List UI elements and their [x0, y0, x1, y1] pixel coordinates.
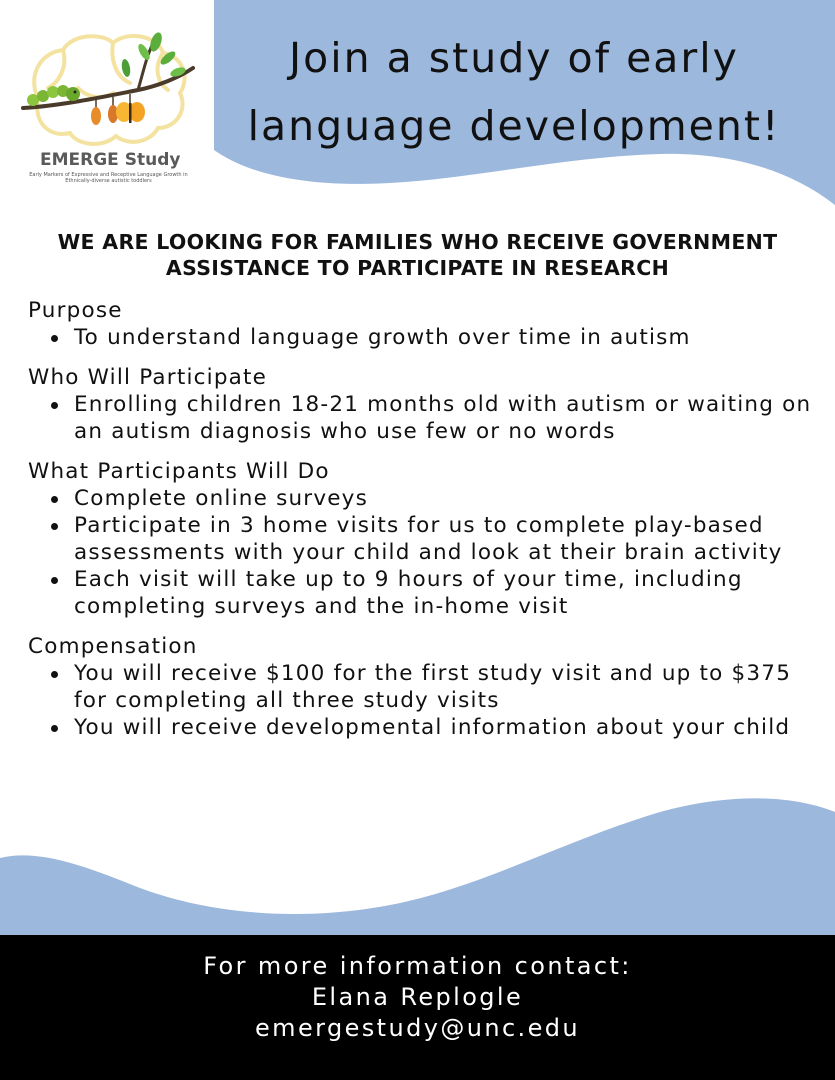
section-who-will-participate — [28, 365, 828, 445]
list-item: You will receive $100 for the first study visit and up to $375 for completing all three study visits — [74, 660, 828, 714]
recruitment-headline — [14, 229, 821, 281]
bullet-list — [28, 324, 828, 351]
study-details — [28, 298, 828, 755]
contact-intro: For more information contact: — [203, 952, 632, 980]
title-line-1: Join a study of early — [289, 34, 739, 82]
page-title — [228, 24, 800, 160]
contact-name: Elana Replogle — [311, 983, 524, 1011]
section-heading: Who Will Participate — [28, 365, 268, 390]
bullet-list — [28, 391, 828, 445]
section-what-participants-will-do — [28, 459, 828, 620]
list-item: You will receive developmental information about your child — [74, 714, 828, 741]
section-heading: Compensation — [28, 634, 198, 659]
bottom-wave — [0, 798, 835, 940]
list-item: Enrolling children 18-21 months old with autism or waiting on an autism diagnosis who use few or no words — [74, 391, 828, 445]
logo-subtitle: Early Markers of Expressive and Receptive Language Growth in Ethnically-diverse autistic toddlers — [29, 172, 188, 184]
butterfly-icon — [116, 94, 145, 123]
title-line-2: language development! — [247, 102, 781, 150]
section-heading: Purpose — [28, 298, 123, 323]
list-item: To understand language growth over time in autism — [74, 324, 828, 351]
section-heading: What Participants Will Do — [28, 459, 330, 484]
logo-name: EMERGE Study — [40, 150, 181, 170]
contact-footer — [0, 935, 835, 1080]
list-item: Participate in 3 home visits for us to complete play-based assessments with your child and look at their brain activity — [74, 512, 828, 566]
headline-line-2: ASSISTANCE TO PARTICIPATE IN RESEARCH — [165, 256, 670, 280]
cocoon-icon — [91, 97, 118, 125]
section-compensation — [28, 634, 828, 741]
list-item: Complete online surveys — [74, 485, 828, 512]
headline-line-1: WE ARE LOOKING FOR FAMILIES WHO RECEIVE GOVERNMENT — [57, 230, 778, 254]
contact-email-link[interactable]: emergestudy@unc.edu — [255, 1014, 580, 1042]
bullet-list — [28, 485, 828, 620]
section-purpose — [28, 298, 828, 351]
bullet-list — [28, 660, 828, 741]
list-item: Each visit will take up to 9 hours of your time, including completing surveys and the in-home visit — [74, 566, 828, 620]
